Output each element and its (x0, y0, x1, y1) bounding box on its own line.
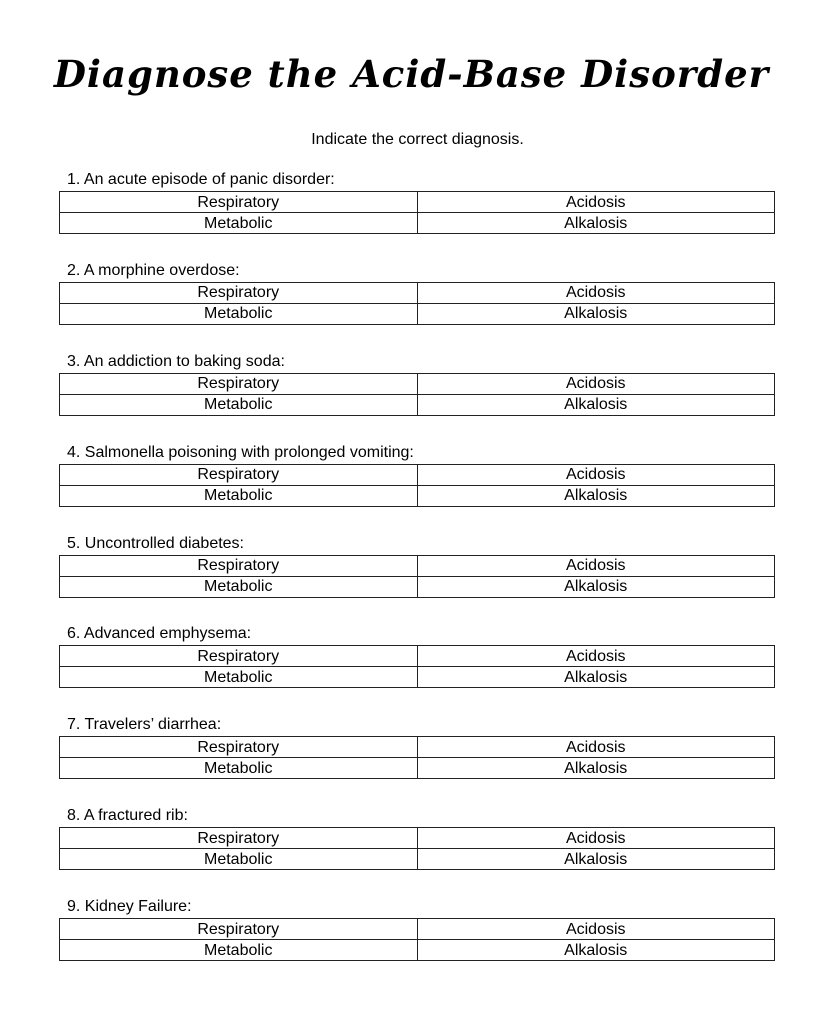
page-title: Diagnose the Acid-Base Disorder (53, 52, 770, 96)
question-block (59, 259, 776, 350)
option-condition-cell[interactable]: Alkalosis (417, 758, 775, 779)
question-text: 5. Uncontrolled diabetes: (67, 534, 244, 552)
option-condition-cell[interactable]: Alkalosis (417, 303, 775, 324)
option-type-cell[interactable]: Metabolic (60, 667, 418, 688)
question-text: 3. An addiction to baking soda: (67, 352, 285, 370)
option-type-cell[interactable]: Respiratory (60, 464, 418, 485)
answer-row (60, 303, 775, 324)
option-type-cell[interactable]: Respiratory (60, 646, 418, 667)
answer-table (59, 191, 775, 234)
option-type-cell[interactable]: Metabolic (60, 576, 418, 597)
option-type-cell[interactable]: Respiratory (60, 282, 418, 303)
answer-table (59, 555, 775, 598)
question-text: 8. A fractured rib: (67, 807, 188, 825)
option-condition-cell[interactable]: Acidosis (417, 464, 775, 485)
question-block (59, 441, 776, 532)
instruction-text: Indicate the correct diagnosis. (311, 131, 524, 148)
option-condition-cell[interactable]: Acidosis (417, 282, 775, 303)
option-condition-cell[interactable]: Alkalosis (417, 940, 775, 961)
option-type-cell[interactable]: Metabolic (60, 758, 418, 779)
answer-table (59, 827, 775, 870)
answer-row (60, 485, 775, 506)
question-text: 6. Advanced emphysema: (67, 625, 252, 643)
option-condition-cell[interactable]: Acidosis (417, 828, 775, 849)
answer-table (59, 918, 775, 961)
option-type-cell[interactable]: Respiratory (60, 555, 418, 576)
question-block (59, 804, 776, 895)
question-text: 1. An acute episode of panic disorder: (67, 171, 335, 188)
option-type-cell[interactable]: Respiratory (60, 919, 418, 940)
option-type-cell[interactable]: Metabolic (60, 849, 418, 870)
answer-row (60, 576, 775, 597)
option-type-cell[interactable]: Metabolic (60, 303, 418, 324)
option-type-cell[interactable]: Respiratory (60, 737, 418, 758)
option-condition-cell[interactable]: Alkalosis (417, 485, 775, 506)
question-block (59, 895, 776, 986)
option-type-cell[interactable]: Metabolic (60, 485, 418, 506)
option-type-cell[interactable]: Respiratory (60, 828, 418, 849)
answer-row (60, 464, 775, 485)
option-condition-cell[interactable]: Acidosis (417, 192, 775, 213)
option-condition-cell[interactable]: Acidosis (417, 646, 775, 667)
option-condition-cell[interactable]: Acidosis (417, 737, 775, 758)
answer-row (60, 555, 775, 576)
option-condition-cell[interactable]: Alkalosis (417, 394, 775, 415)
answer-row (60, 828, 775, 849)
option-condition-cell[interactable]: Alkalosis (417, 667, 775, 688)
question-text: 4. Salmonella poisoning with prolonged vomiting: (67, 443, 414, 461)
answer-table (59, 373, 775, 416)
option-type-cell[interactable]: Respiratory (60, 192, 418, 213)
answer-row (60, 192, 775, 213)
answer-row (60, 919, 775, 940)
option-condition-cell[interactable]: Alkalosis (417, 576, 775, 597)
question-text: 9. Kidney Failure: (67, 898, 192, 916)
answer-row (60, 373, 775, 394)
question-text: 2. A morphine overdose: (67, 261, 240, 279)
answer-table (59, 736, 775, 779)
option-type-cell[interactable]: Metabolic (60, 394, 418, 415)
answer-row (60, 646, 775, 667)
answer-row (60, 940, 775, 961)
answer-row (60, 282, 775, 303)
option-condition-cell[interactable]: Acidosis (417, 373, 775, 394)
option-type-cell[interactable]: Metabolic (60, 213, 418, 234)
answer-row (60, 849, 775, 870)
answer-row (60, 758, 775, 779)
option-type-cell[interactable]: Respiratory (60, 373, 418, 394)
option-type-cell[interactable]: Metabolic (60, 940, 418, 961)
question-list (59, 168, 776, 986)
question-block (59, 713, 776, 804)
question-text: 7. Travelers’ diarrhea: (67, 716, 222, 734)
answer-table (59, 464, 775, 507)
question-block (59, 622, 776, 713)
question-block (59, 350, 776, 441)
answer-row (60, 394, 775, 415)
answer-row (60, 213, 775, 234)
option-condition-cell[interactable]: Alkalosis (417, 213, 775, 234)
answer-table (59, 282, 775, 325)
question-block (59, 168, 776, 259)
option-condition-cell[interactable]: Alkalosis (417, 849, 775, 870)
answer-row (60, 667, 775, 688)
answer-row (60, 737, 775, 758)
question-block (59, 532, 776, 623)
answer-table (59, 645, 775, 688)
option-condition-cell[interactable]: Acidosis (417, 555, 775, 576)
option-condition-cell[interactable]: Acidosis (417, 919, 775, 940)
